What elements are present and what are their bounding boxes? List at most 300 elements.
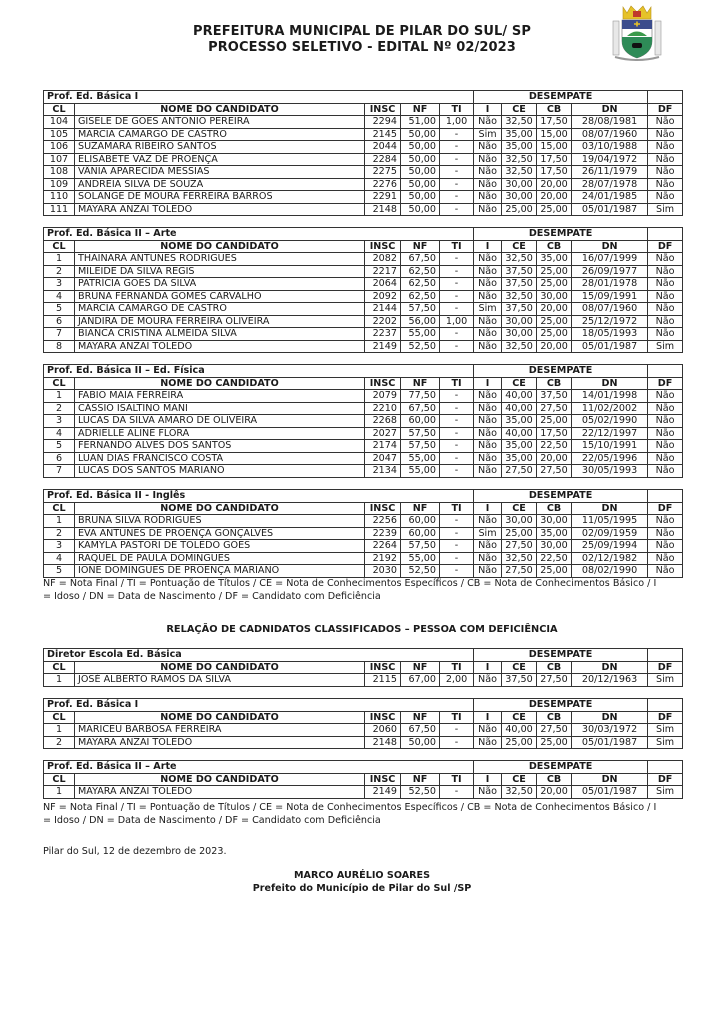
titles-score-cell: - xyxy=(440,452,474,465)
titles-score-cell: - xyxy=(440,390,474,403)
final-score-cell: 55,00 xyxy=(401,328,440,341)
elderly-cell: Não xyxy=(474,265,502,278)
rank-cell: 1 xyxy=(44,674,75,687)
titles-score-cell: - xyxy=(440,128,474,141)
elderly-cell: Não xyxy=(474,290,502,303)
registration-cell: 2082 xyxy=(365,253,401,266)
specific-score-cell: 32,50 xyxy=(502,253,537,266)
titles-score-cell: - xyxy=(440,340,474,353)
final-score-cell: 60,00 xyxy=(401,515,440,528)
col-nome-header: NOME DO CANDIDATO xyxy=(75,711,365,724)
elderly-cell: Não xyxy=(474,390,502,403)
titles-score-cell: - xyxy=(440,440,474,453)
tiebreak-header: DESEMPATE xyxy=(474,91,648,104)
basic-score-cell: 27,50 xyxy=(537,402,572,415)
table-title: Prof. Ed. Básica II – Ed. Física xyxy=(44,365,474,378)
titles-score-cell: 1,00 xyxy=(440,116,474,129)
rank-cell: 3 xyxy=(44,278,75,291)
basic-score-cell: 17,50 xyxy=(537,166,572,179)
birthdate-cell: 15/09/1991 xyxy=(572,290,648,303)
col-insc-header: INSC xyxy=(365,711,401,724)
registration-cell: 2275 xyxy=(365,166,401,179)
candidate-name-cell: FABIO MAIA FERREIRA xyxy=(75,390,365,403)
table-title-row xyxy=(44,228,683,241)
specific-score-cell: 40,00 xyxy=(502,402,537,415)
registration-cell: 2145 xyxy=(365,128,401,141)
birthdate-cell: 05/01/1987 xyxy=(572,786,648,799)
birthdate-cell: 08/07/1960 xyxy=(572,303,648,316)
rank-cell: 4 xyxy=(44,290,75,303)
final-score-cell: 57,50 xyxy=(401,427,440,440)
registration-cell: 2174 xyxy=(365,440,401,453)
signatory-role: Prefeito do Município de Pilar do Sul /SP xyxy=(252,883,472,894)
basic-score-cell: 25,00 xyxy=(537,203,572,216)
col-insc-header: INSC xyxy=(365,377,401,390)
final-score-cell: 60,00 xyxy=(401,415,440,428)
birthdate-cell: 19/04/1972 xyxy=(572,153,648,166)
birthdate-cell: 28/01/1978 xyxy=(572,278,648,291)
elderly-cell: Não xyxy=(474,674,502,687)
col-cl-header: CL xyxy=(44,502,75,515)
pcd-classification-table xyxy=(43,698,683,749)
disability-cell: Não xyxy=(648,265,683,278)
table-row xyxy=(44,452,683,465)
candidate-name-cell: GISELE DE GÓES ANTÔNIO PEREIRA xyxy=(75,116,365,129)
disability-cell: Não xyxy=(648,402,683,415)
elderly-cell: Não xyxy=(474,440,502,453)
rank-cell: 1 xyxy=(44,515,75,528)
final-score-cell: 77,50 xyxy=(401,390,440,403)
registration-cell: 2092 xyxy=(365,290,401,303)
registration-cell: 2144 xyxy=(365,303,401,316)
specific-score-cell: 37,50 xyxy=(502,265,537,278)
candidate-name-cell: ELISABETE VAZ DE PROENÇA xyxy=(75,153,365,166)
elderly-cell: Não xyxy=(474,141,502,154)
registration-cell: 2284 xyxy=(365,153,401,166)
col-cb-header: CB xyxy=(537,661,572,674)
birthdate-cell: 02/09/1959 xyxy=(572,527,648,540)
table-row xyxy=(44,402,683,415)
disability-cell: Sim xyxy=(648,203,683,216)
rank-cell: 109 xyxy=(44,178,75,191)
col-i-header: I xyxy=(474,240,502,253)
rank-cell: 1 xyxy=(44,390,75,403)
rank-cell: 1 xyxy=(44,724,75,737)
col-dn-header: DN xyxy=(572,502,648,515)
col-dn-header: DN xyxy=(572,711,648,724)
col-nf-header: NF xyxy=(401,711,440,724)
registration-cell: 2192 xyxy=(365,552,401,565)
col-dn-header: DN xyxy=(572,661,648,674)
registration-cell: 2079 xyxy=(365,390,401,403)
table-row xyxy=(44,736,683,749)
birthdate-cell: 05/01/1987 xyxy=(572,736,648,749)
pcd-classification-table xyxy=(43,760,683,799)
titles-score-cell: - xyxy=(440,540,474,553)
specific-score-cell: 27,50 xyxy=(502,465,537,478)
birthdate-cell: 16/07/1999 xyxy=(572,253,648,266)
basic-score-cell: 20,00 xyxy=(537,178,572,191)
titles-score-cell: - xyxy=(440,427,474,440)
birthdate-cell: 30/05/1993 xyxy=(572,465,648,478)
registration-cell: 2202 xyxy=(365,315,401,328)
candidate-name-cell: MARCIA CAMARGO DE CASTRO xyxy=(75,128,365,141)
candidate-name-cell: CÁSSIO ISALTINO MANI xyxy=(75,402,365,415)
candidate-name-cell: SUZAMARA RIBEIRO SANTOS xyxy=(75,141,365,154)
titles-score-cell: - xyxy=(440,415,474,428)
table-row xyxy=(44,540,683,553)
col-nome-header: NOME DO CANDIDATO xyxy=(75,502,365,515)
titles-score-cell: - xyxy=(440,191,474,204)
classification-table xyxy=(43,227,683,353)
birthdate-cell: 26/09/1977 xyxy=(572,265,648,278)
registration-cell: 2256 xyxy=(365,515,401,528)
candidate-name-cell: BRUNA SILVA RODRIGUES xyxy=(75,515,365,528)
col-ce-header: CE xyxy=(502,377,537,390)
elderly-cell: Não xyxy=(474,253,502,266)
candidate-name-cell: KAMYLA PASTORI DE TOLEDO GOES xyxy=(75,540,365,553)
registration-cell: 2027 xyxy=(365,427,401,440)
registration-cell: 2239 xyxy=(365,527,401,540)
elderly-cell: Sim xyxy=(474,128,502,141)
disability-cell: Não xyxy=(648,153,683,166)
tiebreak-header: DESEMPATE xyxy=(474,699,648,712)
candidate-name-cell: ANDREIA SILVA DE SOUZA xyxy=(75,178,365,191)
elderly-cell: Não xyxy=(474,116,502,129)
disability-cell: Não xyxy=(648,191,683,204)
disability-cell: Não xyxy=(648,253,683,266)
col-cb-header: CB xyxy=(537,377,572,390)
elderly-cell: Não xyxy=(474,736,502,749)
basic-score-cell: 17,50 xyxy=(537,427,572,440)
col-cl-header: CL xyxy=(44,240,75,253)
col-insc-header: INSC xyxy=(365,240,401,253)
registration-cell: 2060 xyxy=(365,724,401,737)
registration-cell: 2064 xyxy=(365,278,401,291)
col-df-header: DF xyxy=(648,502,683,515)
rank-cell: 104 xyxy=(44,116,75,129)
birthdate-cell: 24/01/1985 xyxy=(572,191,648,204)
table-row xyxy=(44,328,683,341)
disability-cell: Não xyxy=(648,178,683,191)
table-row xyxy=(44,303,683,316)
titles-score-cell: - xyxy=(440,465,474,478)
registration-cell: 2149 xyxy=(365,786,401,799)
final-score-cell: 50,00 xyxy=(401,178,440,191)
table-row xyxy=(44,724,683,737)
rank-cell: 3 xyxy=(44,540,75,553)
specific-score-cell: 30,00 xyxy=(502,328,537,341)
titles-score-cell: - xyxy=(440,515,474,528)
elderly-cell: Não xyxy=(474,166,502,179)
specific-score-cell: 27,50 xyxy=(502,540,537,553)
candidate-name-cell: PATRÍCIA GOES DA SILVA xyxy=(75,278,365,291)
col-nf-header: NF xyxy=(401,377,440,390)
col-nf-header: NF xyxy=(401,240,440,253)
birthdate-cell: 20/12/1963 xyxy=(572,674,648,687)
disability-cell: Sim xyxy=(648,674,683,687)
birthdate-cell: 22/12/1997 xyxy=(572,427,648,440)
titles-score-cell: - xyxy=(440,402,474,415)
basic-score-cell: 35,00 xyxy=(537,253,572,266)
classification-table xyxy=(43,489,683,578)
final-score-cell: 57,50 xyxy=(401,303,440,316)
table-row xyxy=(44,178,683,191)
rank-cell: 2 xyxy=(44,265,75,278)
col-df-header: DF xyxy=(648,240,683,253)
disability-cell: Não xyxy=(648,415,683,428)
col-cl-header: CL xyxy=(44,377,75,390)
rank-cell: 4 xyxy=(44,427,75,440)
disability-cell: Não xyxy=(648,141,683,154)
specific-score-cell: 35,00 xyxy=(502,440,537,453)
col-df-header: DF xyxy=(648,661,683,674)
registration-cell: 2044 xyxy=(365,141,401,154)
candidate-name-cell: JANDIRA DE MOURA FERREIRA OLIVEIRA xyxy=(75,315,365,328)
disability-cell: Não xyxy=(648,303,683,316)
table-row xyxy=(44,253,683,266)
col-nf-header: NF xyxy=(401,661,440,674)
final-score-cell: 50,00 xyxy=(401,166,440,179)
document-date: Pilar do Sul, 12 de dezembro de 2023. xyxy=(43,846,227,857)
rank-cell: 7 xyxy=(44,328,75,341)
signature-block xyxy=(0,869,724,895)
candidate-name-cell: MARICEU BARBOSA FERREIRA xyxy=(75,724,365,737)
basic-score-cell: 35,00 xyxy=(537,527,572,540)
disability-cell: Não xyxy=(648,565,683,578)
birthdate-cell: 15/10/1991 xyxy=(572,440,648,453)
col-nome-header: NOME DO CANDIDATO xyxy=(75,240,365,253)
col-i-header: I xyxy=(474,377,502,390)
basic-score-cell: 20,00 xyxy=(537,340,572,353)
specific-score-cell: 40,00 xyxy=(502,427,537,440)
column-header-row xyxy=(44,377,683,390)
col-i-header: I xyxy=(474,502,502,515)
col-cb-header: CB xyxy=(537,240,572,253)
final-score-cell: 50,00 xyxy=(401,203,440,216)
col-df-header: DF xyxy=(648,711,683,724)
specific-score-cell: 32,50 xyxy=(502,116,537,129)
column-header-row xyxy=(44,711,683,724)
birthdate-cell: 26/11/1979 xyxy=(572,166,648,179)
table-row xyxy=(44,191,683,204)
rank-cell: 2 xyxy=(44,736,75,749)
rank-cell: 1 xyxy=(44,253,75,266)
col-dn-header: DN xyxy=(572,240,648,253)
col-ce-header: CE xyxy=(502,502,537,515)
specific-score-cell: 32,50 xyxy=(502,552,537,565)
basic-score-cell: 27,50 xyxy=(537,465,572,478)
basic-score-cell: 37,50 xyxy=(537,390,572,403)
col-ti-header: TI xyxy=(440,711,474,724)
specific-score-cell: 30,00 xyxy=(502,315,537,328)
specific-score-cell: 27,50 xyxy=(502,565,537,578)
elderly-cell: Não xyxy=(474,203,502,216)
basic-score-cell: 25,00 xyxy=(537,265,572,278)
table-row xyxy=(44,390,683,403)
candidate-name-cell: MAYARA ANZAI TOLEDO xyxy=(75,786,365,799)
col-cb-header: CB xyxy=(537,711,572,724)
basic-score-cell: 20,00 xyxy=(537,191,572,204)
table-row xyxy=(44,427,683,440)
table-row xyxy=(44,278,683,291)
candidate-name-cell: LUAN DIAS FRANCISCO COSTA xyxy=(75,452,365,465)
specific-score-cell: 32,50 xyxy=(502,340,537,353)
basic-score-cell: 25,00 xyxy=(537,415,572,428)
candidate-name-cell: VÂNIA APARECIDA MESSIAS xyxy=(75,166,365,179)
disability-cell: Não xyxy=(648,116,683,129)
specific-score-cell: 25,00 xyxy=(502,527,537,540)
table-row xyxy=(44,552,683,565)
candidate-name-cell: ADRIELLE ALINE FLORA xyxy=(75,427,365,440)
header-line-1: PREFEITURA MUNICIPAL DE PILAR DO SUL/ SP xyxy=(192,24,531,39)
tiebreak-header: DESEMPATE xyxy=(474,490,648,503)
elderly-cell: Não xyxy=(474,315,502,328)
final-score-cell: 50,00 xyxy=(401,141,440,154)
legend-line-1: NF = Nota Final / TI = Pontuação de Títulos / CE = Nota de Conhecimentos Específicos / CB = Nota de Conhecimentos Básico / I xyxy=(43,802,657,813)
rank-cell: 108 xyxy=(44,166,75,179)
registration-cell: 2030 xyxy=(365,565,401,578)
titles-score-cell: 1,00 xyxy=(440,315,474,328)
basic-score-cell: 25,00 xyxy=(537,278,572,291)
disability-cell: Não xyxy=(648,440,683,453)
basic-score-cell: 25,00 xyxy=(537,736,572,749)
basic-score-cell: 25,00 xyxy=(537,565,572,578)
col-nome-header: NOME DO CANDIDATO xyxy=(75,773,365,786)
empty-header-cell xyxy=(648,490,683,503)
col-insc-header: INSC xyxy=(365,661,401,674)
basic-score-cell: 30,00 xyxy=(537,290,572,303)
disability-cell: Não xyxy=(648,278,683,291)
elderly-cell: Sim xyxy=(474,527,502,540)
birthdate-cell: 05/01/1987 xyxy=(572,203,648,216)
rank-cell: 6 xyxy=(44,315,75,328)
basic-score-cell: 20,00 xyxy=(537,303,572,316)
signatory-name: MARCO AURÉLIO SOARES xyxy=(293,870,431,881)
specific-score-cell: 35,00 xyxy=(502,141,537,154)
specific-score-cell: 25,00 xyxy=(502,736,537,749)
rank-cell: 1 xyxy=(44,786,75,799)
col-ti-header: TI xyxy=(440,240,474,253)
table-row xyxy=(44,153,683,166)
registration-cell: 2291 xyxy=(365,191,401,204)
column-header-row xyxy=(44,502,683,515)
birthdate-cell: 22/05/1996 xyxy=(572,452,648,465)
col-dn-header: DN xyxy=(572,377,648,390)
elderly-cell: Não xyxy=(474,565,502,578)
titles-score-cell: - xyxy=(440,166,474,179)
col-ti-header: TI xyxy=(440,502,474,515)
basic-score-cell: 25,00 xyxy=(537,315,572,328)
disability-cell: Não xyxy=(648,290,683,303)
rank-cell: 8 xyxy=(44,340,75,353)
candidate-name-cell: MAYARA ANZAI TOLEDO xyxy=(75,203,365,216)
basic-score-cell: 20,00 xyxy=(537,452,572,465)
basic-score-cell: 22,50 xyxy=(537,552,572,565)
birthdate-cell: 03/10/1988 xyxy=(572,141,648,154)
basic-score-cell: 20,00 xyxy=(537,786,572,799)
titles-score-cell: 2,00 xyxy=(440,674,474,687)
table-row xyxy=(44,141,683,154)
disability-cell: Não xyxy=(648,128,683,141)
col-cb-header: CB xyxy=(537,103,572,116)
elderly-cell: Não xyxy=(474,328,502,341)
empty-header-cell xyxy=(648,365,683,378)
col-cl-header: CL xyxy=(44,711,75,724)
birthdate-cell: 08/02/1990 xyxy=(572,565,648,578)
basic-score-cell: 15,00 xyxy=(537,141,572,154)
col-nf-header: NF xyxy=(401,773,440,786)
birthdate-cell: 28/08/1981 xyxy=(572,116,648,129)
rank-cell: 106 xyxy=(44,141,75,154)
table-title-row xyxy=(44,91,683,104)
final-score-cell: 52,50 xyxy=(401,565,440,578)
registration-cell: 2047 xyxy=(365,452,401,465)
titles-score-cell: - xyxy=(440,565,474,578)
final-score-cell: 52,50 xyxy=(401,340,440,353)
header-line-2: PROCESSO SELETIVO - EDITAL Nº 02/2023 xyxy=(208,40,516,55)
table-title-row xyxy=(44,649,683,662)
birthdate-cell: 25/09/1994 xyxy=(572,540,648,553)
titles-score-cell: - xyxy=(440,178,474,191)
final-score-cell: 56,00 xyxy=(401,315,440,328)
registration-cell: 2294 xyxy=(365,116,401,129)
birthdate-cell: 11/02/2002 xyxy=(572,402,648,415)
final-score-cell: 50,00 xyxy=(401,153,440,166)
legend-line-2: = Idoso / DN = Data de Nascimento / DF = Candidato com Deficiência xyxy=(43,591,381,602)
elderly-cell: Não xyxy=(474,724,502,737)
final-score-cell: 67,00 xyxy=(401,674,440,687)
registration-cell: 2149 xyxy=(365,340,401,353)
legend-line-1: NF = Nota Final / TI = Pontuação de Títulos / CE = Nota de Conhecimentos Específicos / CB = Nota de Conhecimentos Básico / I xyxy=(43,578,657,589)
final-score-cell: 50,00 xyxy=(401,128,440,141)
disability-cell: Não xyxy=(648,540,683,553)
disability-cell: Não xyxy=(648,515,683,528)
disability-cell: Não xyxy=(648,527,683,540)
basic-score-cell: 17,50 xyxy=(537,116,572,129)
col-dn-header: DN xyxy=(572,773,648,786)
disability-cell: Não xyxy=(648,315,683,328)
candidate-name-cell: THAINARA ANTUNES RODRIGUES xyxy=(75,253,365,266)
table-row xyxy=(44,116,683,129)
candidate-name-cell: LUCAS DA SILVA AMARO DE OLIVEIRA xyxy=(75,415,365,428)
final-score-cell: 55,00 xyxy=(401,552,440,565)
final-score-cell: 67,50 xyxy=(401,724,440,737)
specific-score-cell: 40,00 xyxy=(502,724,537,737)
birthdate-cell: 14/01/1998 xyxy=(572,390,648,403)
col-nome-header: NOME DO CANDIDATO xyxy=(75,377,365,390)
registration-cell: 2148 xyxy=(365,736,401,749)
registration-cell: 2237 xyxy=(365,328,401,341)
titles-score-cell: - xyxy=(440,203,474,216)
birthdate-cell: 05/02/1990 xyxy=(572,415,648,428)
col-nf-header: NF xyxy=(401,103,440,116)
col-nome-header: NOME DO CANDIDATO xyxy=(75,661,365,674)
final-score-cell: 62,50 xyxy=(401,278,440,291)
final-score-cell: 62,50 xyxy=(401,290,440,303)
rank-cell: 110 xyxy=(44,191,75,204)
specific-score-cell: 35,00 xyxy=(502,415,537,428)
empty-header-cell xyxy=(648,699,683,712)
final-score-cell: 51,00 xyxy=(401,116,440,129)
candidate-name-cell: RAQUEL DE PAULA DOMINGUES xyxy=(75,552,365,565)
titles-score-cell: - xyxy=(440,153,474,166)
final-score-cell: 50,00 xyxy=(401,191,440,204)
pcd-section-title: RELAÇÃO DE CADNIDATOS CLASSIFICADOS – PESSOA COM DEFICIÊNCIA xyxy=(166,624,558,635)
elderly-cell: Não xyxy=(474,415,502,428)
classification-table xyxy=(43,364,683,478)
table-title-row xyxy=(44,761,683,774)
